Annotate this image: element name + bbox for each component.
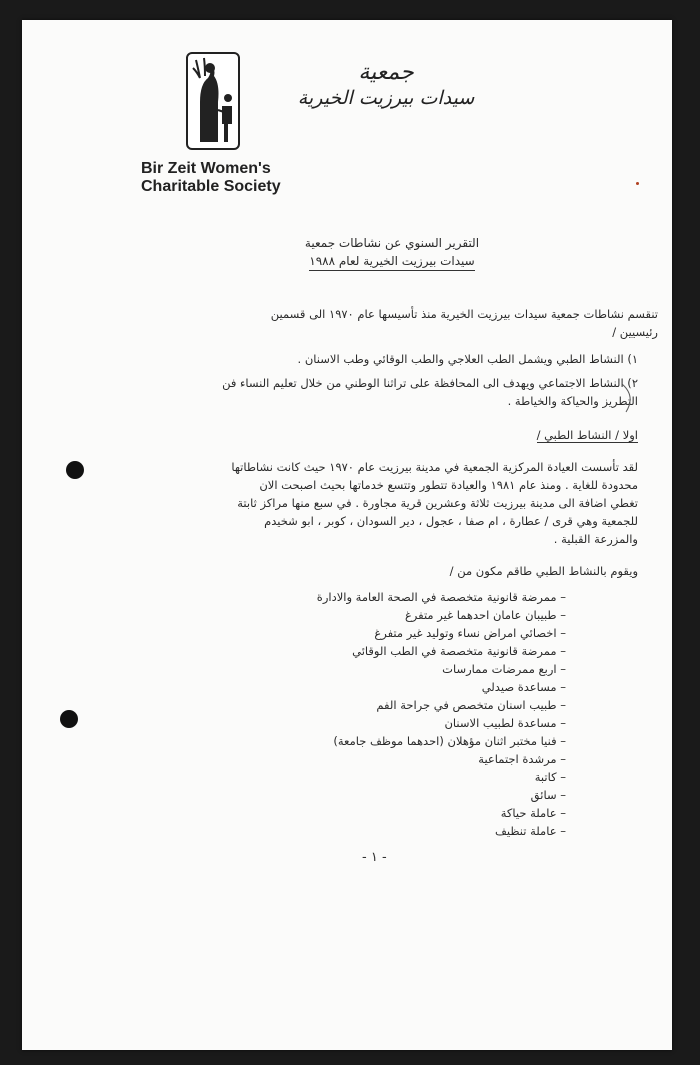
staff-item: – اخصائي امراض نساء وتوليد غير متفرغ <box>374 626 566 640</box>
punch-hole-top <box>66 461 84 479</box>
society-name-arabic-line1: جمعية <box>358 60 414 85</box>
society-logo <box>186 52 240 150</box>
body-line-1: لقد تأسست العيادة المركزية الجمعية في مدينة بيرزيت عام ١٩٧٠ حيث كانت نشاطاتها <box>231 460 638 474</box>
report-title-line2: سيدات بيرزيت الخيرية لعام ١٩٨٨ <box>309 252 474 271</box>
society-name-english-line1: Bir Zeit Women's <box>141 160 271 177</box>
staff-item: – مساعدة صيدلي <box>481 680 566 694</box>
punch-hole-bottom <box>60 710 78 728</box>
division-2: ٢) النشاط الاجتماعي ويهدف الى المحافظة على تراثنا الوطني من خلال تعليم النساء فن <box>222 376 638 390</box>
society-name-english <box>141 160 281 196</box>
body-line-4: للجمعية وهي قرى / عطارة ، ام صفا ، عجول ، دير السودان ، كوبر ، ابو شخيدم <box>264 514 638 528</box>
report-title <box>262 234 522 271</box>
staff-item: – اربع ممرضات ممارسات <box>442 662 566 676</box>
division-1: ١) النشاط الطبي ويشمل الطب العلاجي والطب الوقائي وطب الاسنان . <box>297 352 638 366</box>
staff-item: – طبيبان عامان احدهما غير متفرغ <box>404 608 566 622</box>
body-line-3: تغطي اضافة الى مدينة بيرزيت ثلاثة وعشرين قرية مجاورة . في سبع منها مراكز ثابتة <box>237 496 638 510</box>
ink-mark <box>636 182 639 185</box>
society-name-arabic <box>286 60 486 110</box>
document-page <box>22 20 672 1050</box>
intro-line-1: تنقسم نشاطات جمعية سيدات بيرزيت الخيرية منذ تأسيسها عام ١٩٧٠ الى قسمين <box>270 307 658 321</box>
staff-item: – ممرضة قانونية متخصصة في الطب الوقائي <box>352 644 566 658</box>
society-name-arabic-line2: سيدات بيرزيت الخيرية <box>297 87 475 109</box>
intro-line-2: رئيسيين / <box>612 325 658 339</box>
staff-item: – طبيب اسنان متخصص في جراحة الفم <box>376 698 566 712</box>
page-number: - ١ - <box>362 850 387 865</box>
staff-item: – ممرضة قانونية متخصصة في الصحة العامة والادارة <box>316 590 566 604</box>
staff-item: – عاملة حياكة <box>500 806 566 820</box>
staff-item: – عاملة تنظيف <box>494 824 566 838</box>
staff-item: – فنيا مختبر اثنان مؤهلان (احدهما موظف جامعة) <box>333 734 566 748</box>
report-title-line1: التقرير السنوي عن نشاطات جمعية <box>304 236 480 250</box>
staff-item: – كاتبة <box>534 770 566 784</box>
staff-item: – مساعدة لطبيب الاسنان <box>444 716 566 730</box>
society-name-english-line2: Charitable Society <box>141 178 281 195</box>
body-line-5: والمزرعة القبلية . <box>553 532 638 546</box>
staff-item: – مرشدة اجتماعية <box>478 752 566 766</box>
division-2-cont: التطريز والحياكة والخياطة . <box>507 394 638 408</box>
pen-stroke <box>620 382 640 416</box>
staff-intro: ويقوم بالنشاط الطبي طاقم مكون من / <box>449 564 638 578</box>
body-line-2: محدودة للغاية . ومنذ عام ١٩٨١ والعيادة تتطور وتتسع خدماتها بحيث اصبحت الان <box>259 478 638 492</box>
section-heading-medical: اولا / النشاط الطبي / <box>536 428 638 442</box>
staff-item: – سائق <box>530 788 566 802</box>
